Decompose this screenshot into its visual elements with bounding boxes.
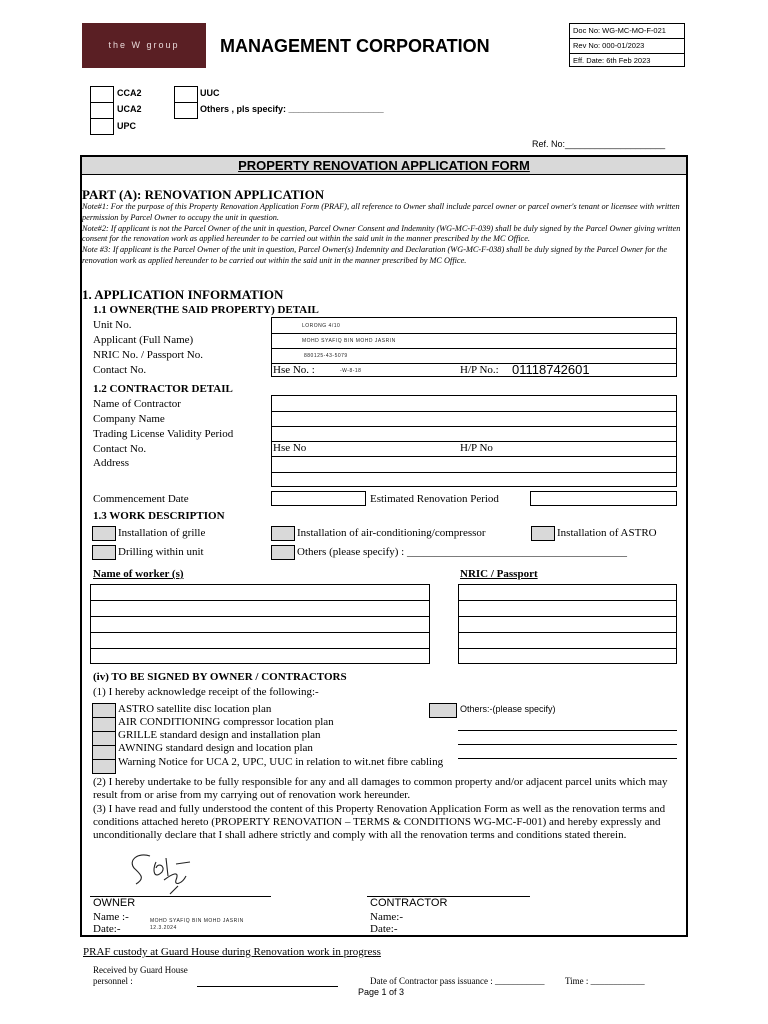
ack-item-astro: ASTRO satellite disc location plan	[118, 703, 272, 715]
nric-field[interactable]	[272, 348, 676, 364]
owner-hse-label: Hse No. :	[273, 364, 315, 376]
commencement-field[interactable]	[271, 491, 366, 506]
part-a-notes	[82, 202, 682, 267]
worker-nric-row[interactable]	[459, 601, 676, 617]
ack-checkbox-aircon[interactable]	[92, 717, 116, 732]
note-2: Note#2: If applicant is not the Parcel Owner of the unit in question, Parcel Owner Consent and Indemnity (WG-MC-F-039) shall be duly signed by the Parcel Owner giving written consent for the renovation work as applied hereunder to be carried out within the said unit in the manner prescribed by the MC Office.	[82, 223, 681, 244]
contractor-label: CONTRACTOR	[370, 897, 448, 909]
worker-nric-row[interactable]	[459, 649, 676, 663]
drilling-checkbox[interactable]	[92, 545, 116, 560]
ack-checkbox-grille[interactable]	[92, 731, 116, 746]
personnel-label: personnel :	[93, 976, 133, 986]
license-label: Trading License Validity Period	[93, 428, 234, 440]
doc-control-box	[569, 23, 685, 67]
ack-item-grille: GRILLE standard design and installation plan	[118, 729, 321, 741]
astro-checkbox[interactable]	[531, 526, 555, 541]
uuc-label: UUC	[200, 88, 220, 98]
owner-date-value: 12.3.2024	[150, 925, 177, 931]
personnel-line[interactable]	[197, 986, 338, 987]
company-title: MANAGEMENT CORPORATION	[220, 36, 490, 56]
work-description-title: 1.3 WORK DESCRIPTION	[93, 510, 225, 522]
grille-label: Installation of grille	[118, 527, 206, 539]
owner-label: OWNER	[93, 897, 136, 909]
owner-hse-value: -W-8-18	[340, 368, 362, 374]
praf-custody-note: PRAF custody at Guard House during Renovation work in progress	[83, 946, 381, 958]
owner-signature	[118, 850, 198, 895]
period-label: Estimated Renovation Period	[370, 493, 499, 505]
contractor-fields	[271, 395, 677, 487]
upc-label: UPC	[117, 121, 137, 131]
company-name-label: Company Name	[93, 413, 165, 425]
ack-checkbox-warning[interactable]	[92, 759, 116, 774]
address-label: Address	[93, 457, 130, 469]
worker-nric-row[interactable]	[459, 633, 676, 649]
contractor-name-label-sign: Name:-	[370, 911, 403, 923]
applicant-field[interactable]	[272, 333, 676, 349]
owner-hp-label: H/P No.:	[460, 364, 499, 376]
address-field-2[interactable]	[272, 472, 676, 487]
owner-detail-fields	[271, 317, 677, 377]
workers-table	[90, 584, 430, 664]
others-checkbox[interactable]	[174, 102, 198, 119]
owner-detail-title: 1.1 OWNER(THE SAID PROPERTY) DETAIL	[93, 304, 319, 316]
ack-others-line[interactable]	[458, 758, 677, 759]
workers-label: Name of worker (s)	[93, 568, 184, 580]
eff-date: Eff. Date: 6th Feb 2023	[573, 56, 651, 65]
ack-item-warning: Warning Notice for UCA 2, UPC, UUC in relation to wit.net fibre cabling	[118, 756, 444, 768]
company-logo	[82, 23, 206, 68]
others-work-checkbox[interactable]	[271, 545, 295, 560]
address-field-1[interactable]	[272, 456, 676, 473]
contractor-name-label: Name of Contractor	[93, 398, 181, 410]
applicant-value: MOHD SYAFIQ BIN MOHD JASRIN	[302, 338, 396, 344]
commencement-label: Commencement Date	[93, 493, 189, 505]
ack-others-label: Others:-(please specify)	[460, 704, 556, 714]
worker-row[interactable]	[91, 601, 429, 617]
doc-no: Doc No: WG-MC-MO-F-021	[570, 24, 684, 39]
ack-others-line[interactable]	[458, 730, 677, 731]
cca2-checkbox[interactable]	[90, 86, 114, 103]
unit-no-label: Unit No.	[93, 319, 132, 331]
time-label: Time : ____________	[565, 976, 645, 986]
received-label: Received by Guard House	[93, 965, 188, 975]
page-number: Page 1 of 3	[358, 987, 405, 997]
contact-field[interactable]	[272, 363, 676, 377]
company-name-field[interactable]	[272, 411, 676, 427]
ack-checkbox-astro[interactable]	[92, 703, 116, 718]
worker-nric-label: NRIC / Passport	[460, 568, 538, 580]
period-field[interactable]	[530, 491, 677, 506]
contractor-name-field[interactable]	[272, 396, 676, 412]
aircon-checkbox[interactable]	[271, 526, 295, 541]
worker-nric-row[interactable]	[459, 585, 676, 601]
ack-others-line[interactable]	[458, 744, 677, 745]
owner-hp-value: 01118742601	[512, 362, 590, 377]
clause-3: (3) I have read and fully understood the content of this Property Renovation Application Form as well as the renovation terms and conditions attached hereto (PROPERTY RENOVATION – TERMS & CONDITIONS WG-MC-F-001) and hereby expressly and unconditionally declare that I shall adhere strictly and comply with all the renovation terms and conditions stated therein.	[93, 803, 666, 841]
contractor-contact-field[interactable]	[272, 441, 676, 457]
grille-checkbox[interactable]	[92, 526, 116, 541]
owner-date-label: Date:-	[93, 923, 121, 935]
owner-name-label: Name :-	[93, 911, 129, 923]
upc-checkbox[interactable]	[90, 118, 114, 135]
astro-label: Installation of ASTRO	[557, 527, 657, 539]
others-label: Others , pls specify: ___________________	[200, 104, 384, 114]
contact-label: Contact No.	[93, 364, 147, 376]
worker-row[interactable]	[91, 649, 429, 663]
others-work-label: Others (please specify) : ________________________________________	[297, 546, 627, 558]
uuc-checkbox[interactable]	[174, 86, 198, 103]
worker-row[interactable]	[91, 617, 429, 633]
logo-text: the W group	[108, 40, 180, 50]
worker-nric-table	[458, 584, 677, 664]
ack-checkbox-awning[interactable]	[92, 745, 116, 760]
ack-checkbox-others[interactable]	[429, 703, 457, 718]
ack-text: (1) I hereby acknowledge receipt of the following:-	[93, 686, 319, 698]
applicant-label: Applicant (Full Name)	[93, 334, 194, 346]
form-title-text: PROPERTY RENOVATION APPLICATION FORM	[238, 158, 530, 173]
contractor-date-label: Date:-	[370, 923, 398, 935]
owner-name-value: MOHD SYAFIQ BIN MOHD JASRIN	[150, 918, 244, 924]
signing-title: (iv) TO BE SIGNED BY OWNER / CONTRACTORS	[93, 671, 347, 683]
aircon-label: Installation of air-conditioning/compressor	[297, 527, 486, 539]
note-3: Note #3: If applicant is the Parcel Owner of the unit in question, Parcel Owner(s) Indemnity and Declaration (WG-MC-F-038) shall be duly signed by the Parcel Owner for the renovation work as applied hereunder to be carried out within the said unit in the manner prescribed by MC Office.	[82, 245, 668, 265]
cca2-label: CCA2	[117, 88, 142, 98]
contractor-contact-label: Contact No.	[93, 443, 147, 455]
ack-item-aircon: AIR CONDITIONING compressor location plan	[118, 716, 334, 728]
worker-row[interactable]	[91, 633, 429, 649]
pass-date-label: Date of Contractor pass issuance : ___________	[370, 976, 545, 986]
unit-no-field[interactable]	[272, 318, 676, 334]
form-title	[82, 157, 686, 175]
part-a-title: PART (A): RENOVATION APPLICATION	[82, 187, 325, 202]
worker-nric-row[interactable]	[459, 617, 676, 633]
rev-no: Rev No: 000-01/2023	[570, 39, 684, 54]
contractor-detail-title: 1.2 CONTRACTOR DETAIL	[93, 383, 233, 395]
note-1: Note#1: For the purpose of this Property Renovation Application Form (PRAF), all reference to Owner shall include parcel owner or parcel owner's tenant or licensee with written permission by Parcel Owner to occupy the unit in question.	[82, 202, 680, 222]
nric-label: NRIC No. / Passport No.	[93, 349, 204, 361]
license-field[interactable]	[272, 426, 676, 442]
uca2-label: UCA2	[117, 104, 142, 114]
ref-no: Ref. No:____________________	[532, 139, 666, 149]
unit-no-value: LORONG 4/10	[302, 323, 341, 329]
drilling-label: Drilling within unit	[118, 546, 204, 558]
uca2-checkbox[interactable]	[90, 102, 114, 119]
worker-row[interactable]	[91, 585, 429, 601]
clause-2: (2) I hereby undertake to be fully responsible for any and all damages to common property and/or adjacent parcel units which may result from or arise from my carrying out of renovation work hereunder.	[93, 776, 668, 801]
ack-item-awning: AWNING standard design and location plan	[118, 742, 313, 754]
contractor-hp-label: H/P No	[460, 442, 493, 454]
contractor-hse-label: Hse No	[273, 442, 307, 454]
nric-value: 880125-43-5079	[304, 353, 348, 359]
app-info-title: 1. APPLICATION INFORMATION	[82, 287, 284, 302]
